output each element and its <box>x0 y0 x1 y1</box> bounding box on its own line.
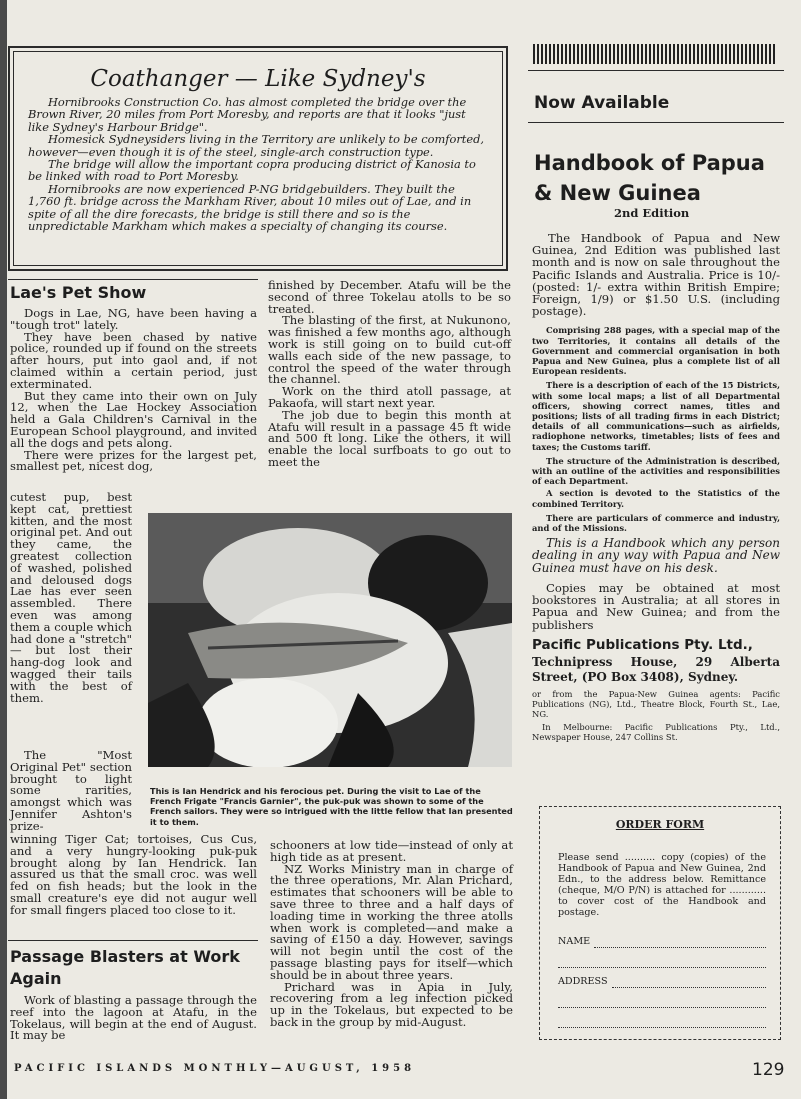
address-label: ADDRESS <box>558 976 608 987</box>
col2-paragraph: schooners at low tide—instead of only at high tide as at present. <box>270 838 513 864</box>
ad-melbourne: In Melbourne: Pacific Publications Pty., Ltd., Newspaper House, 247 Collins St. <box>532 721 780 742</box>
photo-caption: This is Ian Hendrick and his ferocious pet. During the visit to Lae of the French Frigate "Francis Garnier", the puk-puk was shown to some of the French sailors. They were so intrigued with the little fellow that Ian presented it to them. <box>150 786 513 827</box>
pet-paragraph: They have been chased by native police, rounded up if found on the streets after hours, put into gaol and, if not claimed within a certain period, just exterminated. <box>10 329 257 391</box>
blasters-paragraph: Work of blasting a passage through the reef into the lagoon at Atafu, in the Tokelaus, will begin at the end of August. It may be <box>10 993 257 1043</box>
col2-bottom <box>270 840 513 1029</box>
box-title: Coathanger — Like Sydney's <box>90 66 426 92</box>
col2-paragraph: The blasting of the first, at Nukunono, was finished a few months ago, although work is still going on to build cut-off walls each side of the new passage, to control the speed of the water through the channel. <box>268 313 511 387</box>
page-edge <box>0 0 7 1099</box>
divider <box>528 70 784 71</box>
pet-paragraph: But they came into their own on July 12, when the Lae Hockey Association held a Gala Children's Carnival in the European School playground, and invited all the dogs and pets along. <box>10 388 257 450</box>
divider <box>8 940 258 941</box>
ad-title-line2: & New Guinea <box>534 181 701 205</box>
address-line-2[interactable] <box>558 996 766 1008</box>
photo-illustration <box>148 513 512 767</box>
box-paragraph: Hornibrooks Construction Co. has almost completed the bridge over the Brown River, 20 miles from Port Moresby, and reports are that it looks "just like Sydney's Harbour Bridge". <box>28 95 467 134</box>
address-line[interactable] <box>612 976 766 988</box>
box-body <box>28 96 490 232</box>
pet-heading: Lae's Pet Show <box>10 283 147 302</box>
blasters-heading: Passage Blasters at Work Again <box>10 947 240 988</box>
ad-copies: Copies may be obtained at most bookstores in Australia; at all stores in Papua and New Guinea; and from the publishers <box>532 580 780 632</box>
name-field[interactable] <box>558 936 766 948</box>
pet-paragraph: cutest pup, best kept cat, prettiest kitten, and the most original pet. And out they came, the greatest collection of washed, polished and deloused dogs Lae has ever seen assembled. There even was among them a couple which had done a "stretch" — but lost their hang-dog look and wagged their tails with the best of them. <box>10 490 132 705</box>
page-number: 129 <box>752 1060 785 1080</box>
ad-title <box>534 148 784 208</box>
pet-paragraph: winning Tiger Cat; tortoises, Cus Cus, and a very hungry-looking puk-puk brought along by Ian Hendrick. Ian assured us that the small croc. was well fed on fish heads; but the look in the small creature's eye did not augur well for small fingers placed too close to it. <box>10 832 257 917</box>
pet-col1-narrow <box>10 492 132 704</box>
coathanger-box <box>8 46 508 271</box>
pet-col1-narrow2 <box>10 750 132 833</box>
ad-address: Technipress House, 29 Alberta Street, (PO Box 3408), Sydney. <box>532 654 780 684</box>
divider <box>8 279 258 280</box>
order-form-text: Please send .......... copy (copies) of the Handbook of Papua and New Guinea, 2nd Edn., to the address below. Remittance (cheque, M/O P/N) is attached for ............ to cover cost of the Handbook and postage. <box>558 852 766 918</box>
ad-detail: There are particulars of commerce and industry, and of the Missions. <box>532 512 780 534</box>
pet-col1-bottom <box>10 834 257 917</box>
col2-paragraph: The job due to begin this month at Atafu will result in a passage 45 ft wide and 500 ft long. Like the others, it will enable the local surfboats to go out to meet the <box>268 407 511 469</box>
box-paragraph: The bridge will allow the important copra producing district of Kanosia to be linked with road to Port Moresby. <box>28 157 476 184</box>
pet-paragraph: Dogs in Lae, NG, have been having a "tough trot" lately. <box>10 306 257 332</box>
name-label: NAME <box>558 936 591 947</box>
ad-detail: A section is devoted to the Statistics of the combined Territory. <box>532 488 780 509</box>
col2-paragraph: Work on the third atoll passage, at Pakaofa, will start next year. <box>268 384 511 410</box>
address-line-3[interactable] <box>558 1016 766 1028</box>
col2-top <box>268 280 511 469</box>
ad-barcode-strip <box>533 44 777 64</box>
now-available: Now Available <box>534 93 670 113</box>
ad-edition: 2nd Edition <box>614 206 690 220</box>
col2-paragraph: Prichard was in Apia in July, recovering from a leg infection picked up in the Tokelaus, but expected to be back in the group by mid-August. <box>270 979 513 1029</box>
ad-body <box>532 232 780 742</box>
ad-intro: The Handbook of Papua and New Guinea, 2nd Edition was published last month and is now on sale throughout the Pacific Islands and Australia. Price is 10/- (posted: 1/- extra within British Empire; Foreign, 1/9) or $1.50 U.S. (including postage). <box>532 231 780 319</box>
blasters-text <box>10 995 257 1042</box>
ad-detail: There is a description of each of the 15 Districts, with some local maps; a list of all Departmental officers, showing correct names, titles and positions; lists of all trading firms in each District; details of all communications—such as airfields, radiophone networks, timetables; lists of fees and taxes; the Customs tariff. <box>532 380 780 452</box>
ad-detail: Comprising 288 pages, with a special map of the two Territories, it contains all details of the Government and commercial organisation in both Papua and New Guinea, plus a complete list of all European residents. <box>532 325 780 377</box>
footer-masthead: PACIFIC ISLANDS MONTHLY—AUGUST, 1958 <box>14 1063 416 1074</box>
col2-paragraph: finished by December. Atafu will be the second of three Tokelau atolls to be so treated. <box>268 278 511 316</box>
box-paragraph: Homesick Sydneysiders living in the Territory are unlikely to be comforted, however—even though it is of the steel, single-arch construction type. <box>28 132 485 159</box>
order-form-title: ORDER FORM <box>615 818 705 831</box>
divider <box>528 122 784 123</box>
order-form[interactable] <box>539 806 781 1040</box>
ad-agents: or from the Papua-New Guinea agents: Pacific Publications (NG), Ltd., Theatre Block, Fourth St., Lae, NG. <box>532 688 780 720</box>
box-paragraph: Hornibrooks are now experienced P-NG bridgebuilders. They built the 1,760 ft. bridge across the Markham River, about 10 miles out of Lae, and in spite of all the dire forecasts, the bridge is still there and so is the unpredictable Markham which makes a specialty of changing its course. <box>28 181 472 234</box>
name-line-2[interactable] <box>558 956 766 968</box>
pet-paragraph: The "Most Original Pet" section brought to light some rarities, amongst which was Jennifer Ashton's prize- <box>10 748 132 833</box>
address-field[interactable] <box>558 976 766 988</box>
ad-detail: The structure of the Administration is described, with an outline of the activities and responsibilities of each Department. <box>532 455 780 487</box>
photo-ian-hendrick-crocodile <box>148 513 512 767</box>
pet-paragraph: There were prizes for the largest pet, smallest pet, nicest dog, <box>10 447 257 474</box>
ad-title-line1: Handbook of Papua <box>534 151 765 175</box>
name-line[interactable] <box>594 936 766 948</box>
col2-paragraph: NZ Works Ministry man in charge of the three operations, Mr. Alan Prichard, estimates that schooners will be able to save three to three and a half days of loading time in working the three atolls when work is completed—and make a saving of £150 a day. However, savings will not begin until the cost of the passage blasting pays for itself—which should be in about three years. <box>270 861 513 982</box>
ad-italic: This is a Handbook which any person dealing in any way with Papua and New Guinea must have on his desk. <box>532 536 780 575</box>
ad-publisher: Pacific Publications Pty. Ltd., <box>532 636 753 653</box>
pet-col1 <box>10 308 257 473</box>
